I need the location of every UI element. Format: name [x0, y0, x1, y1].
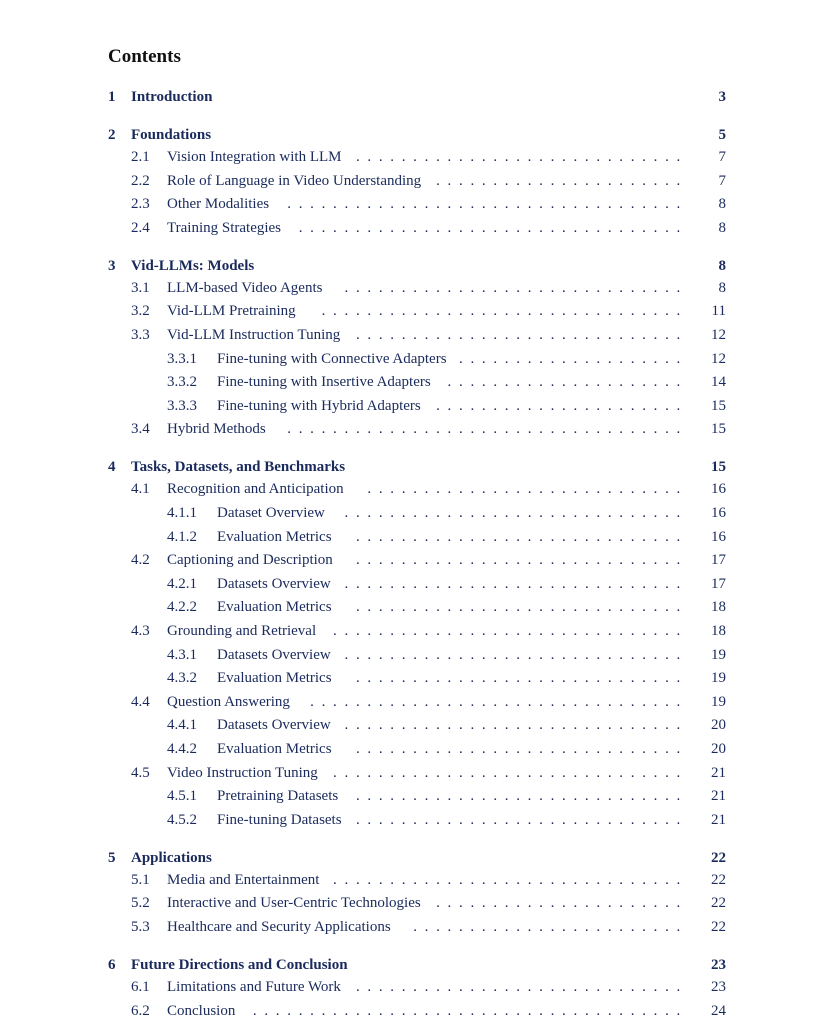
toc-entry-number: 4.3: [131, 623, 150, 639]
toc-entry[interactable]: [0, 668, 834, 690]
toc-entry-page: 8: [718, 257, 726, 274]
dot-leader: .....................: [447, 374, 688, 391]
toc-entry[interactable]: [0, 479, 834, 501]
dot-leader: ......................: [436, 397, 688, 414]
dot-leader: ..................................: [298, 219, 688, 236]
toc-entry[interactable]: [0, 419, 834, 441]
toc-entry-title: Other Modalities: [167, 196, 270, 213]
toc-entry-number: 3.2: [131, 303, 150, 320]
dot-leader: ................................: [321, 303, 688, 320]
toc-entry-number: 4.4: [131, 693, 150, 710]
toc-entry-title: LLM-based Video Agents: [167, 279, 323, 296]
toc-entry-title: Vid-LLM Pretraining: [167, 303, 296, 320]
dot-leader: ...................................: [287, 196, 688, 213]
toc-entry-number: 3.1: [131, 279, 150, 296]
toc-entry-page: 15: [711, 459, 726, 476]
toc-entry-page: 16: [711, 481, 726, 498]
dot-leader: ..............................: [344, 575, 688, 592]
toc-entry[interactable]: [0, 715, 834, 737]
toc-entry-page: 8: [718, 196, 726, 213]
toc-entry[interactable]: [0, 194, 834, 216]
toc-entry-title: Foundations: [131, 127, 212, 143]
toc-entry-number: 5: [108, 849, 116, 866]
toc-entry-number: 1: [108, 89, 116, 105]
dot-leader: ..............................: [344, 279, 688, 296]
dot-leader: ......................................: [252, 1002, 688, 1019]
toc-entry[interactable]: [0, 325, 834, 347]
toc-entry-page: 15: [711, 421, 726, 438]
toc-entry-number: 4.3.2: [167, 670, 197, 687]
toc-entry-title: Datasets Overview: [217, 646, 331, 663]
toc-entry-title: Introduction: [131, 89, 213, 105]
toc-entry-number: 4.1.2: [167, 528, 197, 545]
toc-entry-number: 4.3.1: [167, 646, 197, 663]
toc-entry-number: 4.1: [131, 481, 150, 498]
toc-entry-title: Evaluation Metrics: [217, 599, 332, 616]
toc-entry[interactable]: [0, 527, 834, 549]
dot-leader: ..............................: [344, 505, 688, 521]
toc-entry-page: 17: [711, 552, 726, 569]
toc-entry-title: Grounding and Retrieval: [167, 623, 317, 639]
toc-entry-title: Datasets Overview: [217, 575, 331, 592]
dot-leader: .................................: [310, 693, 688, 710]
toc-entry-page: 7: [718, 172, 726, 189]
toc-entry-number: 3.3.1: [167, 350, 197, 367]
toc-entry-page: 19: [711, 693, 726, 710]
toc-entry-page: 17: [711, 575, 726, 592]
dot-leader: ...............................: [333, 623, 688, 639]
toc-entry-number: 2.4: [131, 219, 150, 236]
toc-entry[interactable]: [0, 786, 834, 808]
toc-entry-number: 6: [108, 957, 116, 973]
toc-entry-title: Limitations and Future Work: [167, 979, 341, 995]
toc-entry-page: 5: [718, 127, 726, 143]
toc-entry[interactable]: [0, 503, 834, 525]
toc-entry[interactable]: [0, 763, 834, 785]
toc-entry-number: 4.2.2: [167, 599, 197, 616]
toc-entry[interactable]: [0, 739, 834, 761]
dot-leader: ...............................: [333, 764, 688, 781]
toc-entry-number: 2.2: [131, 172, 150, 189]
toc-entry[interactable]: [0, 372, 834, 394]
toc-entry-title: Media and Entertainment: [167, 871, 320, 888]
toc-entry[interactable]: [0, 621, 834, 643]
toc-entry-page: 19: [711, 646, 726, 663]
dot-leader: ....................: [459, 350, 688, 367]
toc-entry-page: 23: [711, 979, 726, 995]
toc-entry-number: 5.3: [131, 919, 150, 935]
toc-entry-title: Role of Language in Video Understanding: [167, 172, 422, 189]
dot-leader: ...............................: [333, 871, 688, 888]
dot-leader: .............................: [355, 979, 688, 995]
toc-entry-title: Datasets Overview: [217, 717, 331, 734]
toc-entry[interactable]: [0, 574, 834, 596]
toc-entry[interactable]: [0, 457, 834, 479]
toc-entry-page: 21: [711, 811, 726, 828]
toc-entry-page: 22: [711, 919, 726, 935]
toc-entry[interactable]: [0, 955, 834, 977]
toc-entry[interactable]: [0, 870, 834, 892]
toc-entry-title: Interactive and User-Centric Technologies: [167, 895, 421, 912]
toc-entry-number: 2.1: [131, 149, 150, 165]
toc-entry-title: Fine-tuning with Insertive Adapters: [217, 374, 431, 391]
toc-entry[interactable]: [0, 550, 834, 572]
toc-entry[interactable]: [0, 917, 834, 939]
toc-entry[interactable]: [0, 893, 834, 915]
dot-leader: .............................: [355, 811, 688, 828]
toc-entry-title: Video Instruction Tuning: [167, 764, 318, 781]
toc-entry-number: 3.3.2: [167, 374, 197, 391]
toc-entry-page: 12: [711, 350, 726, 367]
toc-entry-number: 6.1: [131, 979, 150, 995]
dot-leader: ......................: [436, 172, 688, 189]
toc-entry-page: 18: [711, 623, 726, 639]
toc-entry-page: 11: [711, 303, 726, 320]
toc-entry-title: Captioning and Description: [167, 552, 333, 569]
dot-leader: ......................: [436, 895, 688, 912]
toc-entry[interactable]: [0, 125, 834, 147]
toc-entry-number: 4.2.1: [167, 575, 197, 592]
toc-entry-number: 4: [108, 459, 116, 476]
toc-entry-number: 4.2: [131, 552, 150, 569]
toc-entry[interactable]: [0, 692, 834, 714]
toc-entry[interactable]: [0, 256, 834, 278]
toc-entry-number: 4.4.2: [167, 741, 197, 757]
toc-entry-page: 24: [711, 1002, 726, 1019]
toc-entry[interactable]: [0, 396, 834, 418]
dot-leader: .............................: [355, 670, 688, 687]
dot-leader: .............................: [355, 788, 688, 805]
toc-entry-title: Training Strategies: [167, 219, 282, 236]
toc-entry-page: 8: [718, 219, 726, 236]
contents-heading: Contents: [108, 46, 181, 67]
toc-entry[interactable]: [0, 810, 834, 832]
toc-entry[interactable]: [0, 171, 834, 193]
dot-leader: ...................................: [287, 421, 688, 438]
toc-entry[interactable]: [0, 218, 834, 240]
toc-entry-title: Evaluation Metrics: [217, 741, 332, 757]
toc-entry-title: Vid-LLM Instruction Tuning: [167, 327, 341, 343]
dot-leader: .............................: [355, 149, 688, 165]
toc-entry[interactable]: [0, 977, 834, 999]
toc-entry-number: 2.3: [131, 196, 150, 213]
toc-entry-page: 14: [711, 374, 726, 391]
toc-entry-page: 16: [711, 528, 726, 545]
toc-entry-number: 4.5: [131, 764, 150, 781]
toc-entry-title: Conclusion: [167, 1002, 236, 1019]
toc-entry-title: Dataset Overview: [217, 505, 325, 521]
toc-entry-number: 3.4: [131, 421, 150, 438]
toc-entry-page: 12: [711, 327, 726, 343]
dot-leader: ........................: [413, 919, 688, 935]
toc-entry-title: Question Answering: [167, 693, 290, 710]
toc-entry-number: 2: [108, 127, 116, 143]
toc-entry-number: 4.4.1: [167, 717, 197, 734]
toc-entry-title: Applications: [131, 849, 212, 866]
toc-entry-title: Healthcare and Security Applications: [167, 919, 391, 935]
toc-entry-page: 22: [711, 895, 726, 912]
dot-leader: .............................: [355, 552, 688, 569]
toc-entry-number: 3.3: [131, 327, 150, 343]
toc-entry[interactable]: [0, 848, 834, 870]
toc-entry-number: 4.5.2: [167, 811, 197, 828]
toc-entry[interactable]: [0, 87, 834, 109]
toc-entry-page: 15: [711, 397, 726, 414]
toc-entry[interactable]: [0, 645, 834, 667]
toc-entry[interactable]: [0, 301, 834, 323]
toc-entry-page: 18: [711, 599, 726, 616]
toc-entry-number: 3.3.3: [167, 397, 197, 414]
toc-entry-title: Vision Integration with LLM: [167, 149, 342, 165]
toc-entry-title: Future Directions and Conclusion: [131, 957, 348, 973]
dot-leader: ..............................: [344, 717, 688, 734]
dot-leader: ..............................: [344, 646, 688, 663]
toc-entry-number: 5.1: [131, 871, 150, 888]
toc-entry[interactable]: [0, 597, 834, 619]
toc-entry[interactable]: [0, 278, 834, 300]
toc-entry-number: 4.5.1: [167, 788, 197, 805]
toc-entry-page: 7: [718, 149, 726, 165]
toc-entry-title: Vid-LLMs: Models: [131, 257, 255, 274]
toc-entry-page: 21: [711, 788, 726, 805]
toc-entry-number: 3: [108, 257, 116, 274]
toc-entry[interactable]: [0, 1001, 834, 1023]
toc-entry-page: 3: [718, 89, 726, 105]
toc-entry-title: Fine-tuning with Connective Adapters: [217, 350, 447, 367]
dot-leader: .............................: [355, 599, 688, 616]
toc-entry-title: Fine-tuning Datasets: [217, 811, 342, 828]
dot-leader: .............................: [355, 741, 688, 757]
toc-entry-title: Evaluation Metrics: [217, 528, 332, 545]
toc-entry-title: Fine-tuning with Hybrid Adapters: [217, 397, 421, 414]
toc-entry-title: Recognition and Anticipation: [167, 481, 344, 498]
toc-entry-title: Evaluation Metrics: [217, 670, 332, 687]
toc-entry-title: Pretraining Datasets: [217, 788, 339, 805]
toc-entry-page: 22: [711, 871, 726, 888]
toc-entry-page: 23: [711, 957, 726, 973]
toc-entry-page: 8: [718, 279, 726, 296]
dot-leader: .............................: [355, 327, 688, 343]
dot-leader: ............................: [367, 481, 688, 498]
toc-entry-page: 19: [711, 670, 726, 687]
toc-entry-page: 20: [711, 717, 726, 734]
toc-entry-title: Hybrid Methods: [167, 421, 266, 438]
toc-entry-title: Tasks, Datasets, and Benchmarks: [131, 459, 346, 476]
toc-entry-page: 20: [711, 741, 726, 757]
toc-entry-page: 16: [711, 505, 726, 521]
toc-entry-number: 6.2: [131, 1002, 150, 1019]
toc-entry[interactable]: [0, 147, 834, 169]
toc-entry-page: 22: [711, 849, 726, 866]
toc-entry[interactable]: [0, 349, 834, 371]
toc-entry-number: 4.1.1: [167, 505, 197, 521]
toc-entry-number: 5.2: [131, 895, 150, 912]
toc-entry-page: 21: [711, 764, 726, 781]
dot-leader: .............................: [355, 528, 688, 545]
